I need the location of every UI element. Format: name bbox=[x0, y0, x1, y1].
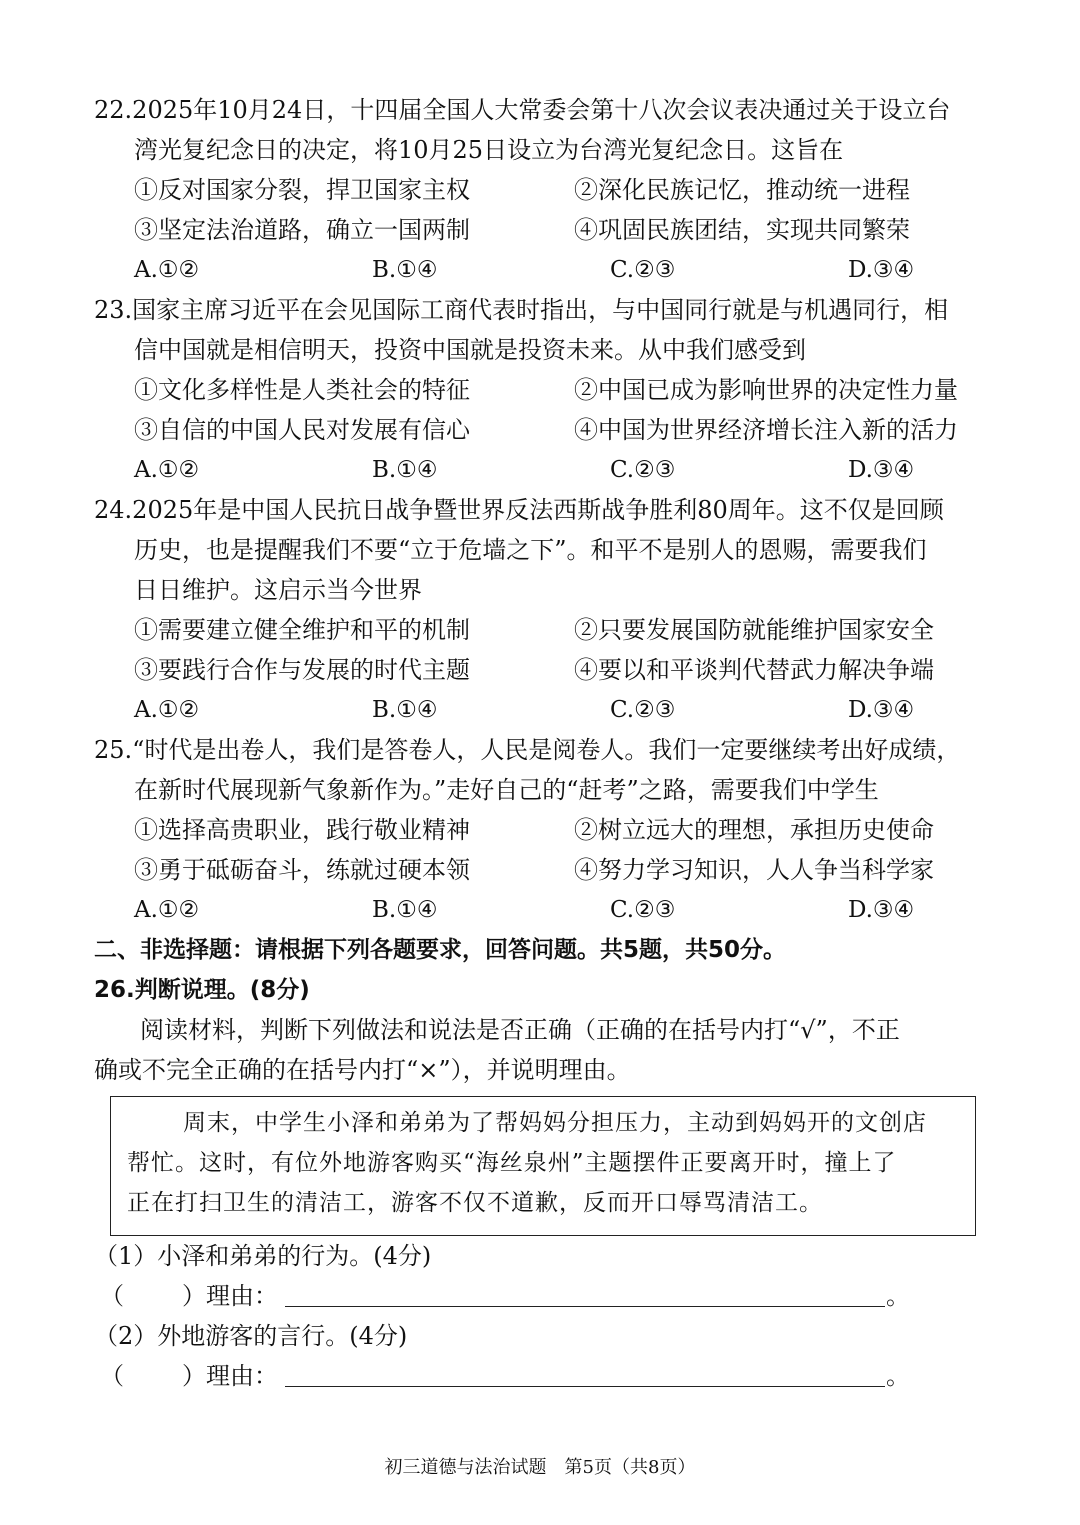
question-24-choice-a: A.①② bbox=[134, 697, 200, 723]
question-23-choice-a: A.①② bbox=[134, 457, 200, 483]
answer-2-open-paren: （ bbox=[100, 1362, 124, 1390]
question-25-choice-b: B.①④ bbox=[372, 897, 438, 923]
question-22-choice-c: C.②③ bbox=[610, 257, 676, 283]
answer-1-blank-line[interactable] bbox=[285, 1305, 885, 1307]
question-23-choice-c: C.②③ bbox=[610, 457, 676, 483]
instruction-line-2: 确或不完全正确的在括号内打“×”），并说明理由。 bbox=[94, 1056, 631, 1084]
answer-2-reason-label: ）理由： bbox=[182, 1362, 278, 1390]
question-23-option-1: ①文化多样性是人类社会的特征 bbox=[134, 376, 470, 404]
question-22-choice-d: D.③④ bbox=[848, 257, 915, 283]
section-2-heading: 二、非选择题：请根据下列各题要求，回答问题。共5题，共50分。 bbox=[94, 937, 787, 963]
question-23-choice-d: D.③④ bbox=[848, 457, 915, 483]
question-24-choice-d: D.③④ bbox=[848, 697, 915, 723]
answer-2-blank-line[interactable] bbox=[285, 1385, 885, 1387]
answer-1-open-paren: （ bbox=[100, 1282, 124, 1310]
question-23-line-2: 信中国就是相信明天，投资中国就是投资未来。从中我们感受到 bbox=[134, 336, 806, 364]
page-footer: 初三道德与法治试题 第5页（共8页） bbox=[384, 1457, 696, 1478]
material-line-1: 周末，中学生小泽和弟弟为了帮妈妈分担压力，主动到妈妈开的文创店 bbox=[183, 1110, 927, 1136]
question-22-choice-b: B.①④ bbox=[372, 257, 438, 283]
answer-1-reason-label: ）理由： bbox=[182, 1282, 278, 1310]
question-25-choice-c: C.②③ bbox=[610, 897, 676, 923]
question-23-option-4: ④中国为世界经济增长注入新的活力 bbox=[574, 416, 958, 444]
question-25-option-3: ③勇于砥砺奋斗，练就过硬本领 bbox=[134, 856, 470, 884]
question-23-option-3: ③自信的中国人民对发展有信心 bbox=[134, 416, 470, 444]
material-line-3: 正在打扫卫生的清洁工，游客不仅不道歉，反而开口辱骂清洁工。 bbox=[127, 1190, 823, 1216]
question-25-choice-a: A.①② bbox=[134, 897, 200, 923]
answer-2-period: 。 bbox=[886, 1362, 910, 1390]
question-23-option-2: ②中国已成为影响世界的决定性力量 bbox=[574, 376, 958, 404]
question-25-option-4: ④努力学习知识，人人争当科学家 bbox=[574, 856, 934, 884]
question-22-choice-a: A.①② bbox=[134, 257, 200, 283]
question-25-line-2: 在新时代展现新气象新作为。”走好自己的“赶考”之路，需要我们中学生 bbox=[134, 776, 879, 804]
question-24-option-3: ③要践行合作与发展的时代主题 bbox=[134, 656, 470, 684]
question-22-option-4: ④巩固民族团结，实现共同繁荣 bbox=[574, 216, 910, 244]
question-22-line-1: 22.2025年10月24日，十四届全国人大常委会第十八次会议表决通过关于设立台 bbox=[94, 96, 951, 124]
sub-question-2: （2）外地游客的言行。(4分) bbox=[94, 1322, 408, 1350]
question-24-line-1: 24.2025年是中国人民抗日战争暨世界反法西斯战争胜利80周年。这不仅是回顾 bbox=[94, 496, 944, 524]
question-22-option-1: ①反对国家分裂，捍卫国家主权 bbox=[134, 176, 470, 204]
question-24-line-3: 日日维护。这启示当今世界 bbox=[134, 576, 422, 604]
question-25-option-1: ①选择高贵职业，践行敬业精神 bbox=[134, 816, 470, 844]
question-24-choice-b: B.①④ bbox=[372, 697, 438, 723]
question-25-choice-d: D.③④ bbox=[848, 897, 915, 923]
question-24-option-2: ②只要发展国防就能维护国家安全 bbox=[574, 616, 934, 644]
question-23-choice-b: B.①④ bbox=[372, 457, 438, 483]
question-24-line-2: 历史，也是提醒我们不要“立于危墙之下”。和平不是别人的恩赐，需要我们 bbox=[134, 536, 927, 564]
answer-1-period: 。 bbox=[886, 1282, 910, 1310]
question-24-option-1: ①需要建立健全维护和平的机制 bbox=[134, 616, 470, 644]
question-22-option-3: ③坚定法治道路，确立一国两制 bbox=[134, 216, 470, 244]
question-24-choice-c: C.②③ bbox=[610, 697, 676, 723]
question-23-line-1: 23.国家主席习近平在会见国际工商代表时指出，与中国同行就是与机遇同行，相 bbox=[94, 296, 949, 324]
question-24-option-4: ④要以和平谈判代替武力解决争端 bbox=[574, 656, 934, 684]
question-22-option-2: ②深化民族记忆，推动统一进程 bbox=[574, 176, 910, 204]
question-26-heading: 26.判断说理。(8分) bbox=[94, 977, 310, 1003]
sub-question-1: （1）小泽和弟弟的行为。(4分) bbox=[94, 1242, 432, 1270]
question-25-line-1: 25.“时代是出卷人，我们是答卷人，人民是阅卷人。我们一定要继续考出好成绩， bbox=[94, 736, 961, 764]
question-25-option-2: ②树立远大的理想，承担历史使命 bbox=[574, 816, 934, 844]
question-22-line-2: 湾光复纪念日的决定，将10月25日设立为台湾光复纪念日。这旨在 bbox=[134, 136, 844, 164]
instruction-line-1: 阅读材料，判断下列做法和说法是否正确（正确的在括号内打“√”，不正 bbox=[140, 1016, 900, 1044]
material-box bbox=[110, 1096, 976, 1236]
material-line-2: 帮忙。这时，有位外地游客购买“海丝泉州”主题摆件正要离开时，撞上了 bbox=[127, 1150, 897, 1176]
